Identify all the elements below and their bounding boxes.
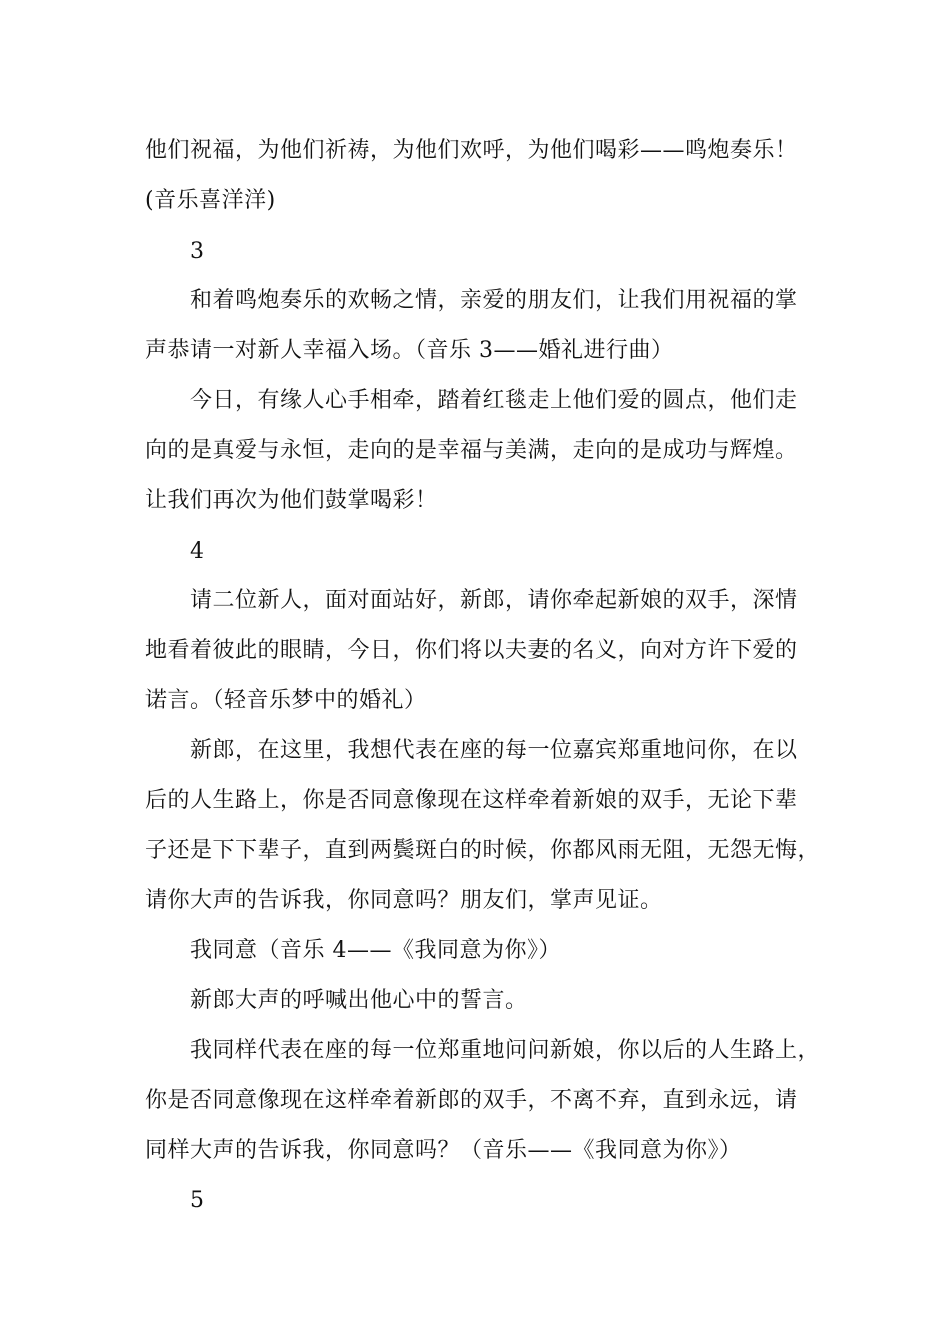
text-line: 新郎，在这里，我想代表在座的每一位嘉宾郑重地问你，在以 bbox=[190, 738, 798, 763]
text-line: 和着鸣炮奏乐的欢畅之情，亲爱的朋友们，让我们用祝福的掌 bbox=[190, 288, 798, 313]
text-line: (音乐喜洋洋) bbox=[145, 188, 276, 213]
text-line: 诺言。（轻音乐梦中的婚礼） bbox=[145, 688, 427, 713]
text-line: 请你大声的告诉我，你同意吗？朋友们，掌声见证。 bbox=[145, 888, 663, 913]
text-line: 同样大声的告诉我，你同意吗？（音乐——《我同意为你》） bbox=[145, 1138, 742, 1163]
text-line: 向的是真爱与永恒，走向的是幸福与美满，走向的是成功与辉煌。 bbox=[145, 438, 798, 463]
text-line: 请二位新人，面对面站好，新郎，请你牵起新娘的双手，深情 bbox=[190, 588, 798, 613]
section-number: 3 bbox=[190, 239, 205, 264]
section-number: 5 bbox=[190, 1188, 205, 1213]
text-line: 你是否同意像现在这样牵着新郎的双手，不离不弃，直到永远，请 bbox=[145, 1088, 798, 1113]
text-line: 子还是下下辈子，直到两鬓斑白的时候，你都风雨无阻，无怨无悔， bbox=[145, 838, 821, 863]
text-line: 新郎大声的呼喊出他心中的誓言。 bbox=[190, 988, 528, 1013]
text-line: 声恭请一对新人幸福入场。（音乐 3——婚礼进行曲） bbox=[145, 338, 674, 363]
section-number: 4 bbox=[190, 539, 205, 564]
text-line: 地看着彼此的眼睛，今日，你们将以夫妻的名义，向对方许下爱的 bbox=[145, 638, 798, 663]
text-line: 我同意（音乐 4——《我同意为你》） bbox=[190, 938, 561, 963]
text-line: 今日，有缘人心手相牵，踏着红毯走上他们爱的圆点，他们走 bbox=[190, 388, 798, 413]
text-line: 让我们再次为他们鼓掌喝彩！ bbox=[145, 488, 438, 513]
text-line: 后的人生路上，你是否同意像现在这样牵着新娘的双手，无论下辈 bbox=[145, 788, 798, 813]
text-line: 他们祝福，为他们祈祷，为他们欢呼，为他们喝彩——鸣炮奏乐！ bbox=[145, 138, 798, 163]
text-line: 我同样代表在座的每一位郑重地问问新娘，你以后的人生路上， bbox=[190, 1038, 821, 1063]
